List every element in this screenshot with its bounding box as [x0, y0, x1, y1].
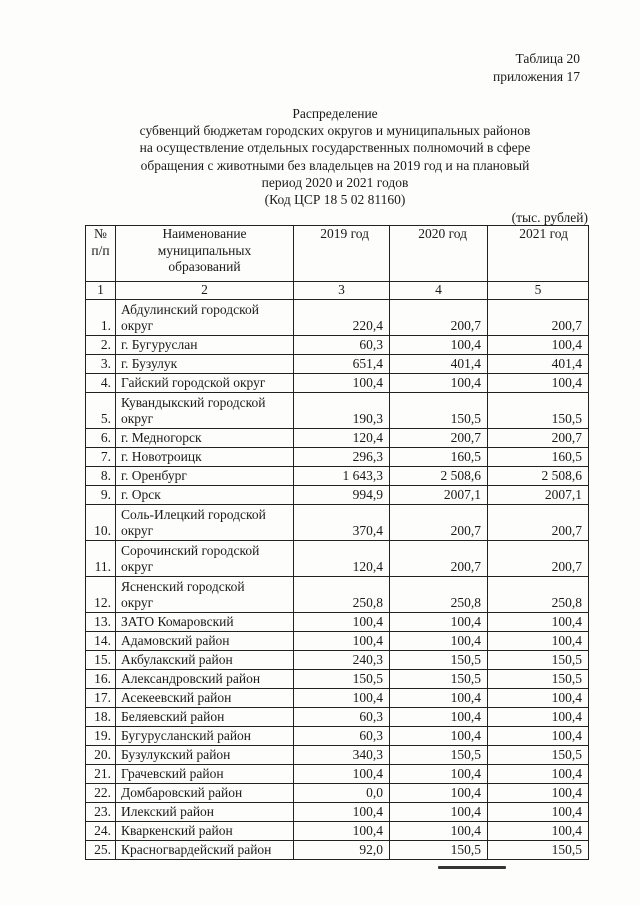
- municipality-name-line: Бузулукский район: [121, 747, 231, 762]
- header-2019: 2019 год: [294, 226, 390, 282]
- municipality-name: [116, 821, 294, 840]
- amount-2020: 100,4: [390, 764, 488, 783]
- row-number: 14.: [86, 631, 116, 650]
- amount-2019: 100,4: [294, 688, 390, 707]
- municipality-name-line: округ: [121, 318, 154, 333]
- table-row: [86, 669, 589, 688]
- amount-2021: 100,4: [488, 821, 589, 840]
- municipality-name-line: г. Медногорск: [121, 430, 202, 445]
- amount-2019: 370,4: [294, 504, 390, 540]
- municipality-name-line: Грачевский район: [121, 766, 224, 781]
- amount-2019: 0,0: [294, 783, 390, 802]
- amount-2021: 150,5: [488, 840, 589, 859]
- title-line: Распределение: [292, 106, 378, 121]
- table-row: [86, 576, 589, 612]
- column-index: 2: [116, 282, 294, 300]
- municipality-name: [116, 745, 294, 764]
- amount-2020: 200,7: [390, 428, 488, 447]
- row-number: 22.: [86, 783, 116, 802]
- amount-2020: 150,5: [390, 745, 488, 764]
- row-number: 13.: [86, 612, 116, 631]
- amount-2021: 200,7: [488, 504, 589, 540]
- amount-2021: 200,7: [488, 428, 589, 447]
- table-row: [86, 783, 589, 802]
- municipality-name: [116, 650, 294, 669]
- amount-2021: 100,4: [488, 802, 589, 821]
- municipality-name-line: г. Бугуруслан: [121, 337, 198, 352]
- municipality-name: [116, 840, 294, 859]
- row-number: 2.: [86, 335, 116, 354]
- municipality-name: [116, 447, 294, 466]
- municipality-name-line: Ясненский городской: [121, 578, 245, 594]
- amount-2021: 401,4: [488, 354, 589, 373]
- amount-2020: 401,4: [390, 354, 488, 373]
- municipality-name: [116, 335, 294, 354]
- column-index: 1: [86, 282, 116, 300]
- amount-2021: 200,7: [488, 299, 589, 335]
- amount-2021: 150,5: [488, 650, 589, 669]
- municipality-name: [116, 612, 294, 631]
- municipality-name-line: Красногвардейский район: [121, 842, 272, 857]
- table-row: [86, 726, 589, 745]
- amount-2019: 120,4: [294, 540, 390, 576]
- municipality-name-line: Кваркенский район: [121, 823, 233, 838]
- municipality-name: [116, 373, 294, 392]
- amount-2021: 100,4: [488, 612, 589, 631]
- header-2020: 2020 год: [390, 226, 488, 282]
- amount-2019: 60,3: [294, 707, 390, 726]
- municipality-name: [116, 669, 294, 688]
- table-body: [86, 299, 589, 859]
- table-row: [86, 631, 589, 650]
- amount-2020: 150,5: [390, 650, 488, 669]
- table-reference: [440, 50, 580, 86]
- column-index-row: [86, 282, 589, 300]
- row-number: 23.: [86, 802, 116, 821]
- amount-2021: 160,5: [488, 447, 589, 466]
- amount-2021: 100,4: [488, 783, 589, 802]
- municipality-name-line: Адамовский район: [121, 633, 230, 648]
- document-title: [86, 105, 584, 208]
- amount-2020: 160,5: [390, 447, 488, 466]
- row-number: 10.: [86, 504, 116, 540]
- amount-2020: 100,4: [390, 726, 488, 745]
- table-row: [86, 802, 589, 821]
- amount-2019: 651,4: [294, 354, 390, 373]
- amount-2019: 296,3: [294, 447, 390, 466]
- title-line: период 2020 и 2021 годов: [261, 174, 409, 190]
- municipality-name-line: Беляевский район: [121, 709, 225, 724]
- amount-2020: 200,7: [390, 299, 488, 335]
- amount-2020: 100,4: [390, 707, 488, 726]
- amount-2021: 150,5: [488, 392, 589, 428]
- municipality-name-line: г. Оренбург: [121, 468, 187, 483]
- municipality-name-line: округ: [121, 559, 154, 574]
- municipality-name-line: Бугурусланский район: [121, 728, 252, 743]
- table-row: [86, 540, 589, 576]
- amount-2020: 150,5: [390, 669, 488, 688]
- municipality-name-line: Асекеевский район: [121, 690, 232, 705]
- municipality-name: [116, 428, 294, 447]
- row-number: 5.: [86, 392, 116, 428]
- municipality-name-line: Илекский район: [121, 804, 215, 819]
- municipality-name-line: округ: [121, 595, 154, 610]
- column-index: 3: [294, 282, 390, 300]
- amount-2020: 150,5: [390, 840, 488, 859]
- amount-2021: 100,4: [488, 764, 589, 783]
- municipality-name: [116, 764, 294, 783]
- municipality-name-line: округ: [121, 523, 154, 538]
- amount-2019: 100,4: [294, 764, 390, 783]
- amount-2020: 100,4: [390, 802, 488, 821]
- municipality-name: [116, 783, 294, 802]
- table-row: [86, 821, 589, 840]
- row-number: 3.: [86, 354, 116, 373]
- row-number: 8.: [86, 466, 116, 485]
- amount-2020: 100,4: [390, 821, 488, 840]
- table-number: Таблица 20: [515, 51, 580, 66]
- amount-2021: 2007,1: [488, 485, 589, 504]
- municipality-name-line: округ: [121, 411, 154, 426]
- amount-2020: 100,4: [390, 688, 488, 707]
- table-row: [86, 612, 589, 631]
- municipality-name-line: Соль-Илецкий городской: [121, 506, 266, 522]
- amount-2021: 2 508,6: [488, 466, 589, 485]
- amount-2021: 100,4: [488, 373, 589, 392]
- row-number: 1.: [86, 299, 116, 335]
- amount-2019: 240,3: [294, 650, 390, 669]
- appendix-number: приложения 17: [492, 69, 580, 84]
- amount-2020: 100,4: [390, 373, 488, 392]
- column-index: 5: [488, 282, 589, 300]
- amount-2021: 100,4: [488, 335, 589, 354]
- header-name: Наименование муниципальных образований: [116, 226, 294, 282]
- row-number: 9.: [86, 485, 116, 504]
- municipality-name-line: г. Бузулук: [121, 356, 178, 371]
- footer-mark: [438, 866, 506, 869]
- header-num: № п/п: [86, 226, 116, 282]
- municipality-name-line: Гайский городской округ: [121, 375, 266, 390]
- row-number: 24.: [86, 821, 116, 840]
- amount-2020: 250,8: [390, 576, 488, 612]
- row-number: 15.: [86, 650, 116, 669]
- row-number: 16.: [86, 669, 116, 688]
- municipality-name-line: Абдулинский городской: [121, 301, 259, 317]
- amount-2019: 100,4: [294, 373, 390, 392]
- amount-2020: 100,4: [390, 612, 488, 631]
- municipality-name-line: Домбаровский район: [121, 785, 243, 800]
- municipality-name-line: Александровский район: [121, 671, 261, 686]
- row-number: 17.: [86, 688, 116, 707]
- table-row: [86, 764, 589, 783]
- amount-2021: 100,4: [488, 726, 589, 745]
- header-2021: 2021 год: [488, 226, 589, 282]
- amount-2020: 2 508,6: [390, 466, 488, 485]
- title-line: (Код ЦСР 18 5 02 81160): [264, 192, 406, 208]
- amount-2020: 100,4: [390, 631, 488, 650]
- municipality-name-line: ЗАТО Комаровский: [121, 614, 234, 629]
- title-line: обращения с животными без владельцев на 2019 год и на плановый: [140, 157, 530, 173]
- municipality-name: [116, 576, 294, 612]
- header-row: [86, 226, 589, 282]
- table-row: [86, 447, 589, 466]
- municipality-name-line: Сорочинский городской: [121, 542, 260, 558]
- row-number: 18.: [86, 707, 116, 726]
- municipality-name-line: г. Новотроицк: [121, 449, 202, 464]
- municipality-name: [116, 354, 294, 373]
- municipality-name-line: Кувандыкский городской: [121, 394, 266, 410]
- municipality-name: [116, 504, 294, 540]
- table-row: [86, 840, 589, 859]
- table-row: [86, 373, 589, 392]
- amount-2019: 150,5: [294, 669, 390, 688]
- table-row: [86, 466, 589, 485]
- amount-2021: 100,4: [488, 707, 589, 726]
- municipality-name-line: Акбулакский район: [121, 652, 233, 667]
- amount-2021: 250,8: [488, 576, 589, 612]
- amount-2019: 994,9: [294, 485, 390, 504]
- table-row: [86, 688, 589, 707]
- amount-2021: 150,5: [488, 669, 589, 688]
- row-number: 7.: [86, 447, 116, 466]
- table-row: [86, 354, 589, 373]
- amount-2019: 92,0: [294, 840, 390, 859]
- table-row: [86, 299, 589, 335]
- municipality-name: [116, 540, 294, 576]
- municipality-name: [116, 392, 294, 428]
- municipality-name: [116, 688, 294, 707]
- amount-2019: 100,4: [294, 821, 390, 840]
- row-number: 4.: [86, 373, 116, 392]
- municipality-name: [116, 631, 294, 650]
- amount-2020: 200,7: [390, 540, 488, 576]
- municipality-name: [116, 299, 294, 335]
- amount-2021: 200,7: [488, 540, 589, 576]
- amount-2019: 100,4: [294, 612, 390, 631]
- row-number: 25.: [86, 840, 116, 859]
- amount-2019: 100,4: [294, 631, 390, 650]
- table-row: [86, 707, 589, 726]
- table-row: [86, 504, 589, 540]
- amount-2019: 60,3: [294, 335, 390, 354]
- subvention-table: [85, 225, 589, 860]
- column-index: 4: [390, 282, 488, 300]
- row-number: 6.: [86, 428, 116, 447]
- amount-2020: 100,4: [390, 335, 488, 354]
- amount-2019: 190,3: [294, 392, 390, 428]
- amount-2019: 60,3: [294, 726, 390, 745]
- municipality-name: [116, 485, 294, 504]
- row-number: 21.: [86, 764, 116, 783]
- municipality-name: [116, 466, 294, 485]
- amount-2020: 2007,1: [390, 485, 488, 504]
- amount-2019: 120,4: [294, 428, 390, 447]
- amount-2021: 150,5: [488, 745, 589, 764]
- row-number: 12.: [86, 576, 116, 612]
- amount-2020: 150,5: [390, 392, 488, 428]
- municipality-name: [116, 707, 294, 726]
- amount-2019: 340,3: [294, 745, 390, 764]
- amount-2019: 250,8: [294, 576, 390, 612]
- table-row: [86, 335, 589, 354]
- title-line: на осуществление отдельных государственных полномочий в сфере: [139, 140, 531, 156]
- unit-note: (тыс. рублей): [511, 210, 588, 225]
- table-row: [86, 392, 589, 428]
- table-row: [86, 650, 589, 669]
- row-number: 11.: [86, 540, 116, 576]
- amount-2020: 100,4: [390, 783, 488, 802]
- amount-2019: 220,4: [294, 299, 390, 335]
- amount-2019: 100,4: [294, 802, 390, 821]
- row-number: 19.: [86, 726, 116, 745]
- municipality-name-line: г. Орск: [121, 487, 161, 502]
- title-line: субвенций бюджетам городских округов и муниципальных районов: [139, 123, 531, 139]
- amount-2019: 1 643,3: [294, 466, 390, 485]
- table-row: [86, 745, 589, 764]
- amount-2021: 100,4: [488, 688, 589, 707]
- municipality-name: [116, 726, 294, 745]
- table-row: [86, 485, 589, 504]
- row-number: 20.: [86, 745, 116, 764]
- municipality-name: [116, 802, 294, 821]
- amount-2021: 100,4: [488, 631, 589, 650]
- amount-2020: 200,7: [390, 504, 488, 540]
- table-row: [86, 428, 589, 447]
